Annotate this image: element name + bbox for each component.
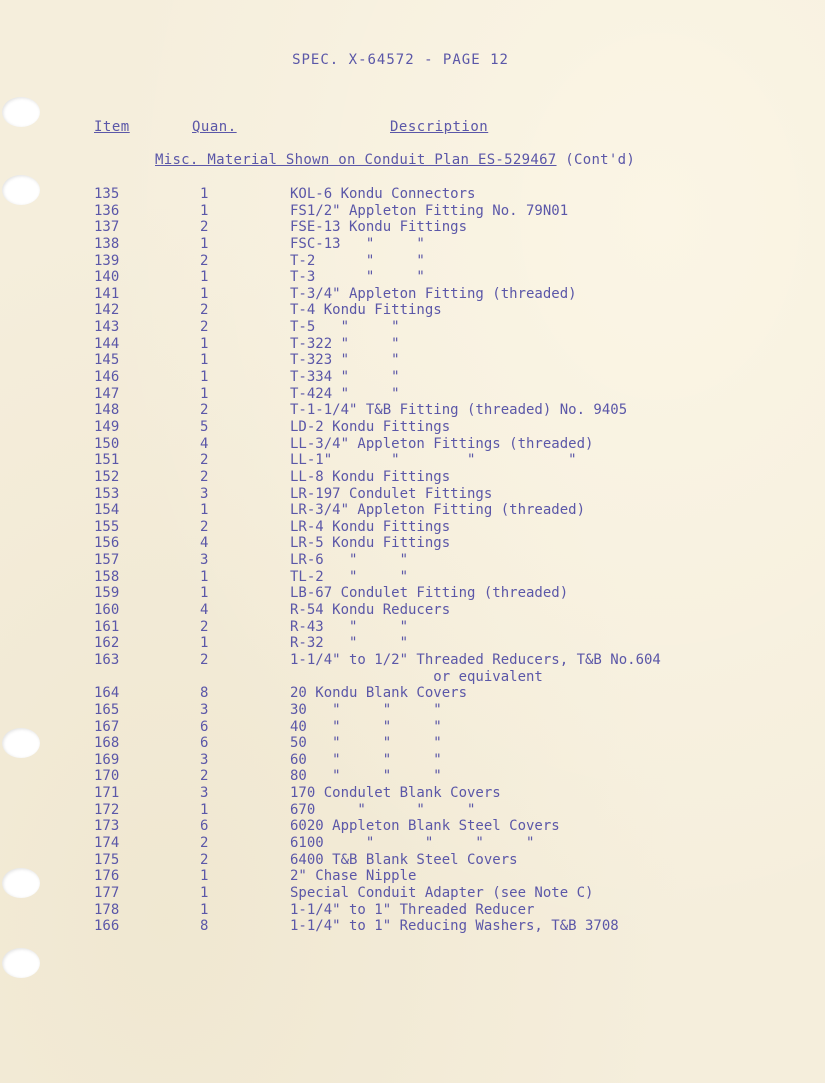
list-item — [0, 502, 825, 519]
item-quantity: 1 — [200, 568, 209, 585]
item-quantity: 1 — [200, 352, 209, 369]
item-description: 40 " " " — [290, 718, 442, 735]
item-description: T-2 " " — [290, 252, 425, 269]
item-number: 151 — [94, 452, 120, 469]
list-item — [0, 918, 825, 935]
item-number: 144 — [94, 335, 120, 352]
list-item — [0, 652, 825, 669]
item-number: 142 — [94, 302, 120, 319]
item-quantity: 2 — [200, 468, 209, 485]
list-item — [0, 352, 825, 369]
item-description: T-5 " " — [290, 319, 400, 336]
item-quantity: 2 — [200, 452, 209, 469]
item-description: LB-67 Condulet Fitting (threaded) — [290, 585, 569, 602]
list-item — [0, 885, 825, 902]
list-item — [0, 336, 825, 353]
list-item — [0, 469, 825, 486]
list-item — [0, 735, 825, 752]
item-quantity: 1 — [200, 635, 209, 652]
item-quantity: 3 — [200, 485, 209, 502]
item-quantity: 2 — [200, 851, 209, 868]
page-title: SPEC. X-64572 - PAGE 12 — [292, 52, 509, 68]
list-item — [0, 552, 825, 569]
item-number: 169 — [94, 751, 120, 768]
item-number: 136 — [94, 202, 120, 219]
item-description: T-4 Kondu Fittings — [290, 302, 442, 319]
item-quantity: 6 — [200, 718, 209, 735]
list-item — [0, 319, 825, 336]
item-number: 164 — [94, 685, 120, 702]
list-item — [0, 602, 825, 619]
item-quantity: 1 — [200, 884, 209, 901]
list-item — [0, 752, 825, 769]
item-description: T-424 " " — [290, 385, 400, 402]
item-number: 137 — [94, 219, 120, 236]
item-number: 139 — [94, 252, 120, 269]
item-number: 167 — [94, 718, 120, 735]
item-description: T-3 " " — [290, 269, 425, 286]
item-number: 152 — [94, 468, 120, 485]
item-quantity: 1 — [200, 235, 209, 252]
item-quantity: 1 — [200, 385, 209, 402]
item-quantity: 5 — [200, 418, 209, 435]
item-quantity: 1 — [200, 868, 209, 885]
materials-list — [0, 186, 825, 935]
item-description: R-32 " " — [290, 635, 409, 652]
item-description: 670 " " " — [290, 801, 476, 818]
item-description: or equivalent — [290, 668, 543, 685]
item-number: 148 — [94, 402, 120, 419]
item-quantity: 6 — [200, 818, 209, 835]
punch-hole — [2, 97, 40, 127]
item-description: 50 " " " — [290, 735, 442, 752]
list-item — [0, 286, 825, 303]
item-description: 80 " " " — [290, 768, 442, 785]
section-heading — [155, 152, 635, 168]
item-number: 145 — [94, 352, 120, 369]
item-description: 6100 " " " " — [290, 834, 535, 851]
item-description: LR-4 Kondu Fittings — [290, 518, 451, 535]
item-number: 143 — [94, 319, 120, 336]
list-item — [0, 585, 825, 602]
item-number: 178 — [94, 901, 120, 918]
item-description: 1-1/4" to 1" Reducing Washers, T&B 3708 — [290, 918, 619, 935]
item-quantity: 3 — [200, 701, 209, 718]
item-quantity: 3 — [200, 785, 209, 802]
item-number: 168 — [94, 735, 120, 752]
item-quantity: 2 — [200, 402, 209, 419]
item-quantity: 3 — [200, 751, 209, 768]
item-number: 135 — [94, 186, 120, 202]
item-quantity: 2 — [200, 834, 209, 851]
item-quantity: 1 — [200, 369, 209, 386]
list-item — [0, 436, 825, 453]
item-number: 165 — [94, 701, 120, 718]
item-number: 141 — [94, 285, 120, 302]
item-description: T-323 " " — [290, 352, 400, 369]
list-item — [0, 902, 825, 919]
item-quantity: 4 — [200, 535, 209, 552]
item-number: 177 — [94, 884, 120, 901]
list-item — [0, 635, 825, 652]
list-item — [0, 719, 825, 736]
item-number: 170 — [94, 768, 120, 785]
list-item — [0, 302, 825, 319]
item-number: 155 — [94, 518, 120, 535]
item-number: 159 — [94, 585, 120, 602]
item-number: 175 — [94, 851, 120, 868]
list-item — [0, 852, 825, 869]
list-item — [0, 818, 825, 835]
item-number: 171 — [94, 785, 120, 802]
item-quantity: 2 — [200, 252, 209, 269]
item-description: R-43 " " — [290, 618, 409, 635]
item-number: 161 — [94, 618, 120, 635]
item-number: 174 — [94, 834, 120, 851]
item-description: TL-2 " " — [290, 568, 409, 585]
list-item — [0, 702, 825, 719]
item-description: LR-6 " " — [290, 552, 409, 569]
item-description: 20 Kondu Blank Covers — [290, 685, 468, 702]
item-number: 147 — [94, 385, 120, 402]
item-description: LR-197 Condulet Fittings — [290, 485, 493, 502]
item-number: 138 — [94, 235, 120, 252]
item-number: 140 — [94, 269, 120, 286]
item-description: 1-1/4" to 1" Threaded Reducer — [290, 901, 535, 918]
list-item — [0, 402, 825, 419]
item-description: FS1/2" Appleton Fitting No. 79N01 — [290, 202, 569, 219]
item-description: 2" Chase Nipple — [290, 868, 417, 885]
item-quantity: 1 — [200, 186, 209, 202]
list-item — [0, 569, 825, 586]
item-quantity: 1 — [200, 335, 209, 352]
item-number: 162 — [94, 635, 120, 652]
item-number: 149 — [94, 418, 120, 435]
item-quantity: 1 — [200, 285, 209, 302]
item-description: FSE-13 Kondu Fittings — [290, 219, 468, 236]
section-heading-suffix: (Cont'd) — [556, 152, 636, 168]
item-number: 154 — [94, 502, 120, 519]
item-quantity: 2 — [200, 319, 209, 336]
item-description: LL-3/4" Appleton Fittings (threaded) — [290, 435, 594, 452]
item-quantity: 4 — [200, 602, 209, 619]
item-quantity: 2 — [200, 302, 209, 319]
item-quantity: 2 — [200, 618, 209, 635]
item-description: FSC-13 " " — [290, 235, 425, 252]
item-quantity: 2 — [200, 518, 209, 535]
item-description: T-334 " " — [290, 369, 400, 386]
item-number: 150 — [94, 435, 120, 452]
item-description: 30 " " " — [290, 701, 442, 718]
item-quantity: 1 — [200, 901, 209, 918]
item-description: LD-2 Kondu Fittings — [290, 418, 451, 435]
column-header-description: Description — [390, 119, 489, 135]
item-quantity: 1 — [200, 269, 209, 286]
list-item — [0, 535, 825, 552]
list-item — [0, 768, 825, 785]
list-item — [0, 386, 825, 403]
item-number: 163 — [94, 651, 120, 668]
list-item — [0, 519, 825, 536]
item-quantity: 1 — [200, 801, 209, 818]
item-number: 146 — [94, 369, 120, 386]
item-description: LR-3/4" Appleton Fitting (threaded) — [290, 502, 586, 519]
item-quantity: 1 — [200, 502, 209, 519]
item-number: 173 — [94, 818, 120, 835]
list-item — [0, 269, 825, 286]
item-quantity: 3 — [200, 552, 209, 569]
list-item — [0, 236, 825, 253]
item-description: T-3/4" Appleton Fitting (threaded) — [290, 285, 577, 302]
item-number: 158 — [94, 568, 120, 585]
item-description: LL-8 Kondu Fittings — [290, 468, 451, 485]
list-item — [0, 369, 825, 386]
column-header-quan: Quan. — [192, 119, 237, 135]
list-item — [0, 203, 825, 220]
item-description: 6400 T&B Blank Steel Covers — [290, 851, 518, 868]
item-number: 153 — [94, 485, 120, 502]
item-quantity: 8 — [200, 918, 209, 935]
item-number: 160 — [94, 602, 120, 619]
item-number: 176 — [94, 868, 120, 885]
list-item — [0, 802, 825, 819]
item-quantity: 8 — [200, 685, 209, 702]
item-quantity: 6 — [200, 735, 209, 752]
list-item — [0, 669, 825, 686]
punch-hole — [2, 948, 40, 978]
list-item — [0, 219, 825, 236]
item-description: R-54 Kondu Reducers — [290, 602, 451, 619]
list-item — [0, 619, 825, 636]
item-number: 157 — [94, 552, 120, 569]
item-description: KOL-6 Kondu Connectors — [290, 186, 476, 202]
list-item — [0, 452, 825, 469]
item-quantity: 1 — [200, 585, 209, 602]
list-item — [0, 785, 825, 802]
list-item — [0, 835, 825, 852]
list-item — [0, 186, 825, 203]
item-description: LR-5 Kondu Fittings — [290, 535, 451, 552]
item-quantity: 4 — [200, 435, 209, 452]
item-number: 166 — [94, 918, 120, 935]
list-item — [0, 868, 825, 885]
item-description: 60 " " " — [290, 751, 442, 768]
list-item — [0, 486, 825, 503]
item-quantity: 2 — [200, 219, 209, 236]
item-quantity: 2 — [200, 651, 209, 668]
item-quantity: 2 — [200, 768, 209, 785]
item-description: Special Conduit Adapter (see Note C) — [290, 884, 594, 901]
list-item — [0, 253, 825, 270]
item-quantity: 1 — [200, 202, 209, 219]
item-number: 156 — [94, 535, 120, 552]
item-description: T-1-1/4" T&B Fitting (threaded) No. 9405 — [290, 402, 628, 419]
section-heading-title: Misc. Material Shown on Conduit Plan ES-529467 — [155, 152, 557, 168]
list-item — [0, 685, 825, 702]
list-item — [0, 419, 825, 436]
item-description: T-322 " " — [290, 335, 400, 352]
item-description: 170 Condulet Blank Covers — [290, 785, 501, 802]
item-number: 172 — [94, 801, 120, 818]
item-description: 1-1/4" to 1/2" Threaded Reducers, T&B No.604 — [290, 651, 661, 668]
item-description: 6020 Appleton Blank Steel Covers — [290, 818, 560, 835]
item-description: LL-1" " " " — [290, 452, 577, 469]
column-header-item: Item — [94, 119, 130, 135]
